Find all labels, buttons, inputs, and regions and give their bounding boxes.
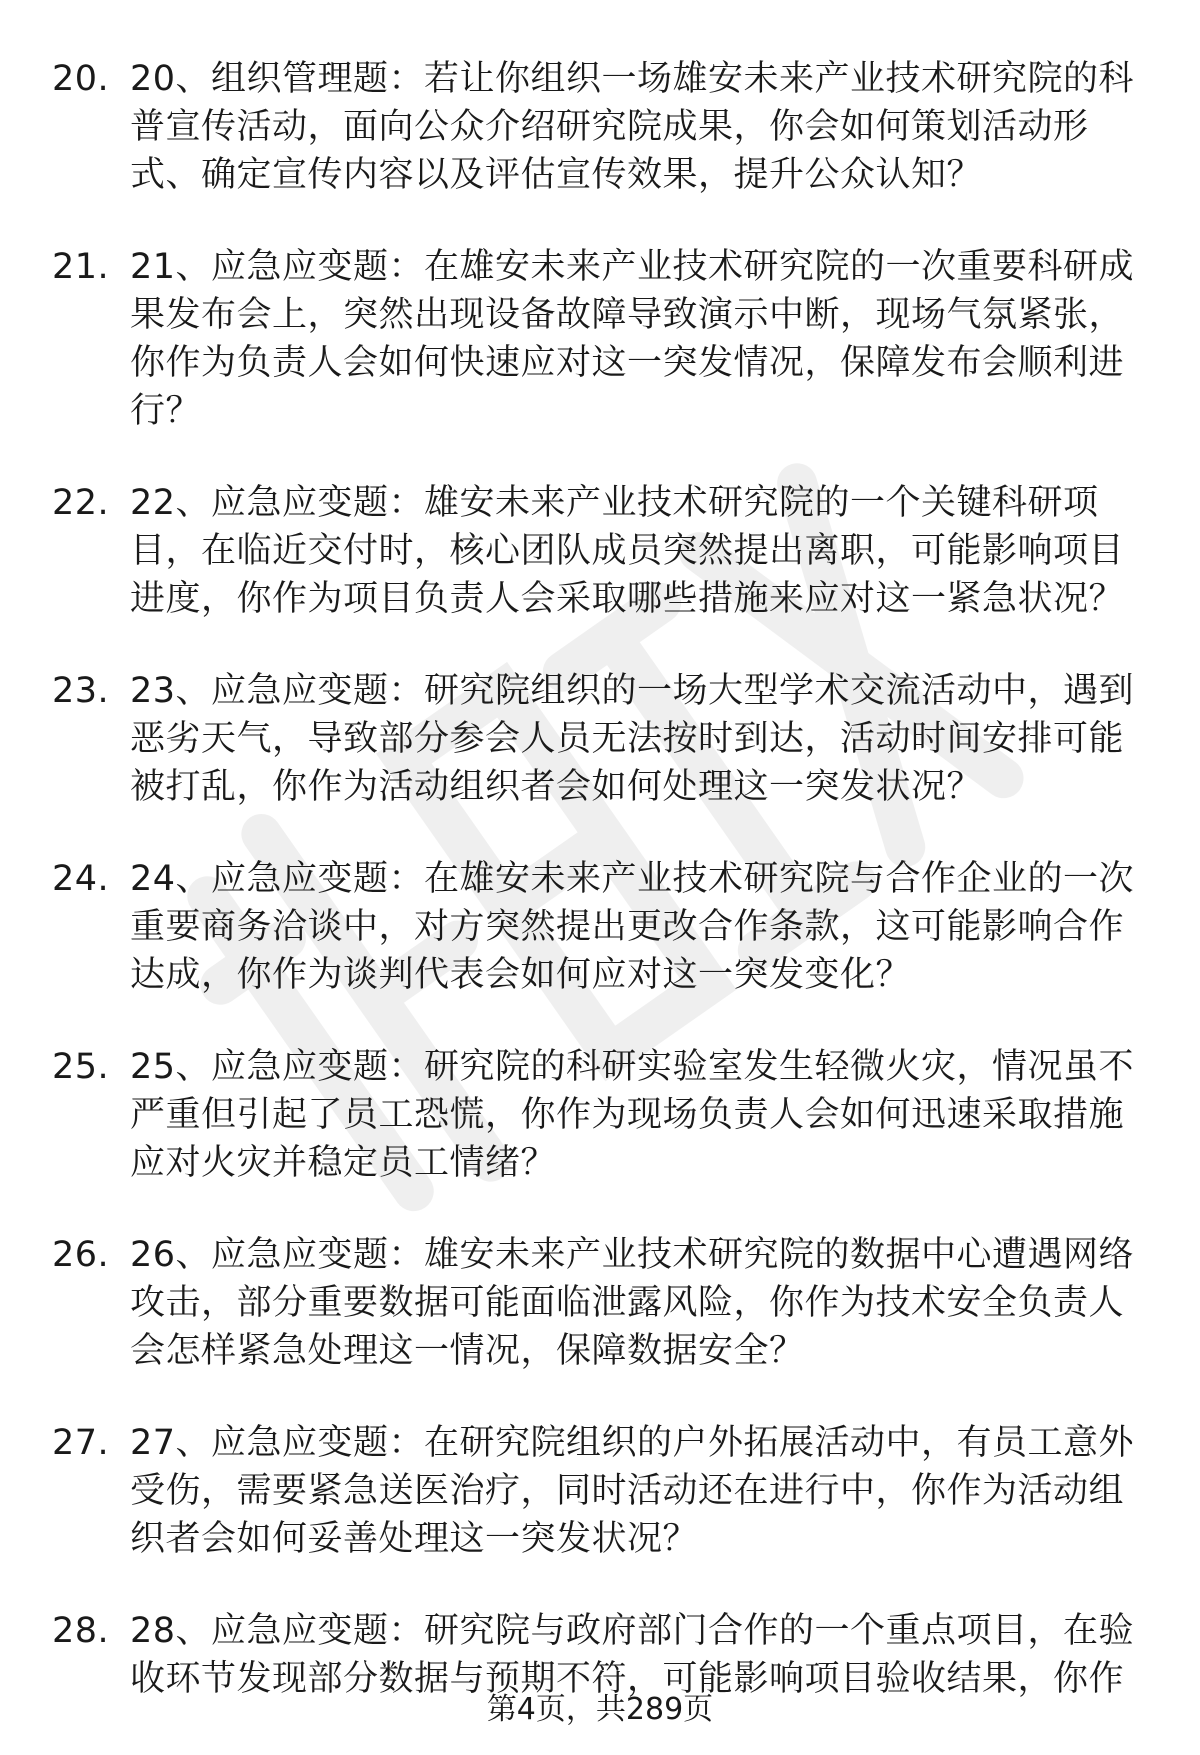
question-number: 27. bbox=[52, 1423, 110, 1463]
list-item bbox=[0, 1607, 1200, 1703]
question-number: 20. bbox=[52, 59, 110, 99]
question-text: 24、应急应变题：在雄安未来产业技术研究院与合作企业的一次重要商务洽谈中，对方突然提出更改合作条款，这可能影响合作达成，你作为谈判代表会如何应对这一突发变化？ bbox=[130, 859, 1135, 995]
question-number: 24. bbox=[52, 859, 110, 899]
question-text: 28、应急应变题：研究院与政府部门合作的一个重点项目，在验收环节发现部分数据与预期不符，可能影响项目验收结果，你作 bbox=[130, 1611, 1135, 1699]
question-text: 20、组织管理题：若让你组织一场雄安未来产业技术研究院的科普宣传活动，面向公众介绍研究院成果，你会如何策划活动形式、确定宣传内容以及评估宣传效果，提升公众认知？ bbox=[130, 59, 1135, 195]
question-list bbox=[0, 55, 1200, 1747]
list-item bbox=[0, 1043, 1200, 1187]
question-text: 25、应急应变题：研究院的科研实验室发生轻微火灾，情况虽不严重但引起了员工恐慌，你作为现场负责人会如何迅速采取措施应对火灾并稳定员工情绪？ bbox=[130, 1047, 1135, 1183]
list-item bbox=[0, 667, 1200, 811]
question-text: 27、应急应变题：在研究院组织的户外拓展活动中，有员工意外受伤，需要紧急送医治疗，同时活动还在进行中，你作为活动组织者会如何妥善处理这一突发状况？ bbox=[130, 1423, 1135, 1559]
list-item bbox=[0, 479, 1200, 623]
question-text: 23、应急应变题：研究院组织的一场大型学术交流活动中，遇到恶劣天气，导致部分参会人员无法按时到达，活动时间安排可能被打乱，你作为活动组织者会如何处理这一突发状况？ bbox=[130, 671, 1135, 807]
question-number: 26. bbox=[52, 1235, 110, 1275]
page-footer bbox=[0, 1690, 1200, 1730]
question-number: 21. bbox=[52, 247, 110, 287]
question-number: 23. bbox=[52, 671, 110, 711]
list-item bbox=[0, 1419, 1200, 1563]
question-text: 26、应急应变题：雄安未来产业技术研究院的数据中心遭遇网络攻击，部分重要数据可能面临泄露风险，你作为技术安全负责人会怎样紧急处理这一情况，保障数据安全？ bbox=[130, 1235, 1135, 1371]
list-item bbox=[0, 243, 1200, 435]
page-number-label: 第4页，共289页 bbox=[486, 1692, 714, 1727]
question-number: 25. bbox=[52, 1047, 110, 1087]
question-number: 28. bbox=[52, 1611, 110, 1651]
question-text: 21、应急应变题：在雄安未来产业技术研究院的一次重要科研成果发布会上，突然出现设备故障导致演示中断，现场气氛紧张，你作为负责人会如何快速应对这一突发情况，保障发布会顺利进行？ bbox=[130, 247, 1135, 431]
list-item bbox=[0, 855, 1200, 999]
question-text: 22、应急应变题：雄安未来产业技术研究院的一个关键科研项目，在临近交付时，核心团队成员突然提出离职，可能影响项目进度，你作为项目负责人会采取哪些措施来应对这一紧急状况？ bbox=[130, 483, 1125, 619]
list-item bbox=[0, 55, 1200, 199]
list-item bbox=[0, 1231, 1200, 1375]
question-number: 22. bbox=[52, 483, 110, 523]
